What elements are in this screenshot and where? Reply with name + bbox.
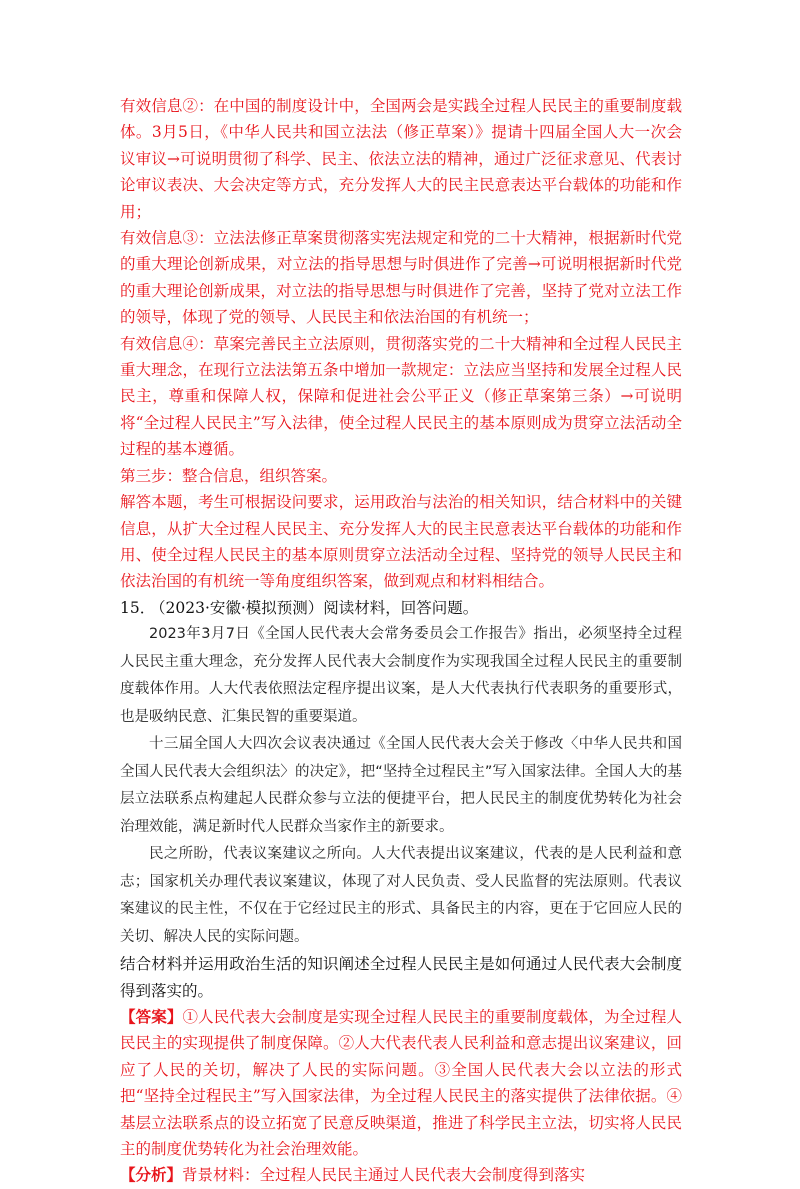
effective-info-4: 有效信息④：草案完善民主立法原则，贯彻落实党的二十大精神和全过程人民民主重大理念，在现行立法法第五条中增加一款规定：立法应当坚持和发展全过程人民民主，尊重和保障人权，保障和促进社会公平正义（修正草案第三条）→可说明将“全过程人民民主”写入法律，使全过程人民民主的基本原则成为贯穿立法活动全过程的基本遵循。 — [120, 334, 682, 459]
question-prompt: 结合材料并运用政治生活的知识阐述全过程人民民主是如何通过人民代表大会制度得到落实的。 — [120, 955, 682, 1000]
material-paragraph-2: 十三届全国人大四次会议表决通过《全国人民代表大会关于修改〈中华人民共和国全国人民代表大会组织法〉的决定》，把“坚持全过程民主”写入国家法律。全国人大的基层立法联系点构建起人民群众参与立法的便捷平台，把人民民主的制度优势转化为社会治理效能，满足新时代人民群众当家作主的新要求。 — [120, 736, 682, 835]
material-paragraph-3: 民之所盼，代表议案建议之所向。人大代表提出议案建议，代表的是人民利益和意志；国家机关办理代表议案建议，体现了对人民负责、受人民监督的宪法原则。代表议案建议的民主性，不仅在于它经过民主的形式、具备民主的内容，更在于它回应人民的关切、解决人民的实际问题。 — [120, 846, 682, 945]
effective-info-2: 有效信息②：在中国的制度设计中，全国两会是实践全过程人民民主的重要制度载体。3月5日，《中华人民共和国立法法（修正草案）》提请十四届全国人大一次会议审议→可说明贯彻了科学、民主、依法立法的精神，通过广泛征求意见、代表讨论审议表决、大会决定等方式，充分发挥人大的民主民意表达平台载体的功能和作用； — [120, 97, 682, 221]
question-header — [120, 595, 682, 621]
question-number: 15． — [120, 598, 156, 617]
analysis-tag: 【分析】 — [120, 1165, 183, 1185]
answer-text: ①人民代表大会制度是实现全过程人民民主的重要制度载体，为全过程人民民主的实现提供了制度保障。②人大代表代表人民利益和意志提出议案建议，回应了人民的关切，解决了人民的实际问题。③全国人民代表大会以立法的形式把“坚持全过程民主”写入国家法律，为全过程人民民主的落实提供了法律依据。④基层立法联系点的设立拓宽了民意反映渠道，推进了科学民主立法，切实将人民民主的制度优势转化为社会治理效能。 — [120, 1007, 682, 1158]
answer-summary: 解答本题，考生可根据设问要求，运用政治与法治的相关知识，结合材料中的关键信息，从扩大全过程人民民主、充分发挥人大的民主民意表达平台载体的功能和作用、使全过程人民民主的基本原则贯穿立法活动全过程、坚持党的领导人民民主和依法治国的有机统一等角度组织答案，做到观点和材料相结合。 — [120, 493, 682, 591]
question-source: （2023·安徽·模拟预测）阅读材料，回答问题。 — [150, 598, 479, 617]
analysis-block — [120, 1162, 682, 1188]
answer-block — [120, 1004, 682, 1162]
material-paragraph-1: 2023年3月7日《全国人民代表大会常务委员会工作报告》指出，必须坚持全过程人民民主重大理念，充分发挥人民代表大会制度作为实现我国全过程人民民主的重要制度载体作用。人大代表依照法定程序提出议案，是人大代表执行代表职务的重要形式，也是吸纳民意、汇集民智的重要渠道。 — [120, 626, 682, 725]
step-3: 第三步：整合信息，组织答案。 — [120, 466, 338, 485]
answer-tag: 【答案】 — [120, 1006, 183, 1026]
material-block — [120, 621, 682, 951]
content-area — [120, 93, 682, 1189]
effective-info-3: 有效信息③：立法法修正草案贯彻落实宪法规定和党的二十大精神，根据新时代党的重大理论创新成果，对立法的指导思想与时俱进作了完善→可说明根据新时代党的重大理论创新成果，对立法的指导思想与时俱进作了完善，坚持了党对立法工作的领导，体现了党的领导、人民民主和依法治国的有机统一； — [120, 229, 682, 327]
analysis-text: 背景材料：全过程人民民主通过人民代表大会制度得到落实 — [182, 1166, 586, 1185]
